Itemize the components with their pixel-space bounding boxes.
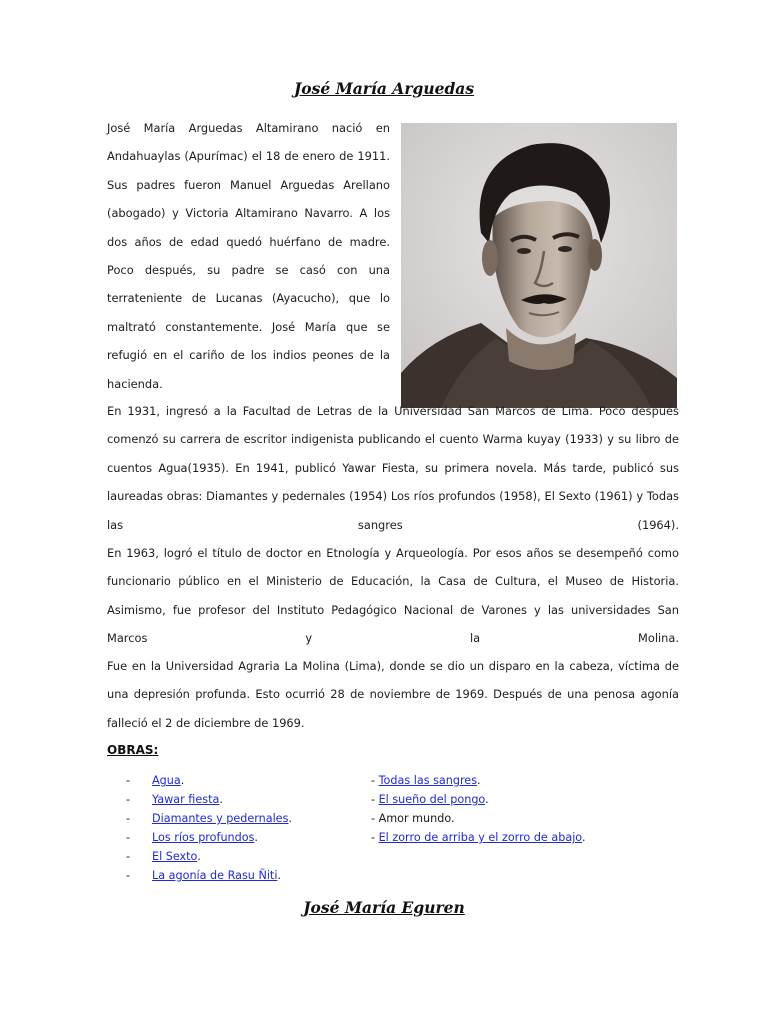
list-item (371, 809, 586, 828)
list-item-suffix: . (485, 793, 489, 806)
list-item-suffix: . (277, 869, 281, 882)
work-link-el-zorro-de-arriba[interactable]: El zorro de arriba y el zorro de abajo (378, 831, 582, 844)
portrait-photo (401, 123, 677, 408)
list-item (371, 790, 586, 809)
works-list-left (126, 771, 292, 885)
list-item-suffix: . (477, 774, 481, 787)
list-item (126, 847, 292, 866)
work-title-amor-mundo: Amor mundo (378, 812, 451, 825)
list-item-suffix: . (451, 812, 455, 825)
works-list-right (371, 771, 586, 847)
works-heading: OBRAS: (107, 743, 159, 757)
list-dash: - (126, 774, 131, 787)
list-item (126, 828, 292, 847)
work-link-el-sexto[interactable]: El Sexto (152, 850, 198, 863)
list-item-suffix: . (288, 812, 292, 825)
list-dash: - (126, 831, 131, 844)
paragraph-career: En 1931, ingresó a la Facultad de Letras de la Universidad San Marcos de Lima. Poco después comenzó su carrera de escritor indigenista publicando el cuento Warma kuyay (1933) y su libro de cuentos Agua(1935). En 1941, publicó Yawar Fiesta, su primera novela. Más tarde, publicó sus laureadas obras: Diamantes y pedernales (1954) Los ríos profundos (1958), El Sexto (1961) y Todas las sangres (1964). (107, 404, 679, 532)
portrait-illustration (401, 123, 677, 408)
list-item-suffix: . (197, 850, 201, 863)
list-dash: - (371, 793, 376, 806)
list-item-suffix: . (581, 831, 586, 844)
list-dash: - (371, 812, 376, 825)
work-link-agua[interactable]: Agua (152, 774, 181, 787)
list-dash: - (126, 850, 131, 863)
paragraph-doctorate: En 1963, logró el título de doctor en Etnología y Arqueología. Por esos años se desempeñó como funcionario público en el Ministerio de Educación, la Casa de Cultura, el Museo de Historia. Asimismo, fue profesor del Instituto Pedagógico Nacional de Varones y las universidades San Marcos y la Molina. (107, 546, 679, 646)
work-link-los-rios-profundos[interactable]: Los ríos profundos (152, 831, 255, 844)
work-link-la-agonia-de-rasu-niti[interactable]: La agonía de Rasu Ñiti (152, 869, 278, 882)
paragraph-death: Fue en la Universidad Agraria La Molina (Lima), donde se dio un disparo en la cabeza, víctima de una depresión profunda. Esto ocurrió 28 de noviembre de 1969. Después de una penosa agonía falleció el 2 de diciembre de 1969. (107, 659, 679, 730)
list-item-suffix: . (254, 831, 258, 844)
paragraph-biography-early-life: José María Arguedas Altamirano nació en Andahuaylas (Apurímac) el 18 de enero de 1911. Sus padres fueron Manuel Arguedas Arellano (abogado) y Victoria Altamirano Navarro. A los dos años de edad quedó huérfano de madre. Poco después, su padre se casó con una terrateniente de Lucanas (Ayacucho), que lo maltrató constantemente. José María que se refugió en el cariño de los indios peones de la hacienda. (107, 121, 390, 391)
work-link-yawar-fiesta[interactable]: Yawar fiesta (152, 793, 220, 806)
list-item (371, 828, 586, 847)
list-item (126, 790, 292, 809)
list-dash: - (371, 831, 376, 844)
list-item (126, 866, 292, 885)
list-item-suffix: . (219, 793, 223, 806)
list-item (126, 771, 292, 790)
list-item (371, 771, 586, 790)
article-title-eguren: José María Eguren (303, 898, 465, 917)
list-dash: - (126, 869, 131, 882)
work-link-diamantes-y-pedernales[interactable]: Diamantes y pedernales (152, 812, 289, 825)
article-title-arguedas: José María Arguedas (293, 79, 475, 98)
work-link-el-sueno-del-pongo[interactable]: El sueño del pongo (378, 793, 486, 806)
list-item-suffix: . (180, 774, 185, 787)
work-link-todas-las-sangres[interactable]: Todas las sangres (378, 774, 478, 787)
list-dash: - (126, 793, 131, 806)
list-dash: - (126, 812, 131, 825)
list-item (126, 809, 292, 828)
list-dash: - (371, 774, 376, 787)
